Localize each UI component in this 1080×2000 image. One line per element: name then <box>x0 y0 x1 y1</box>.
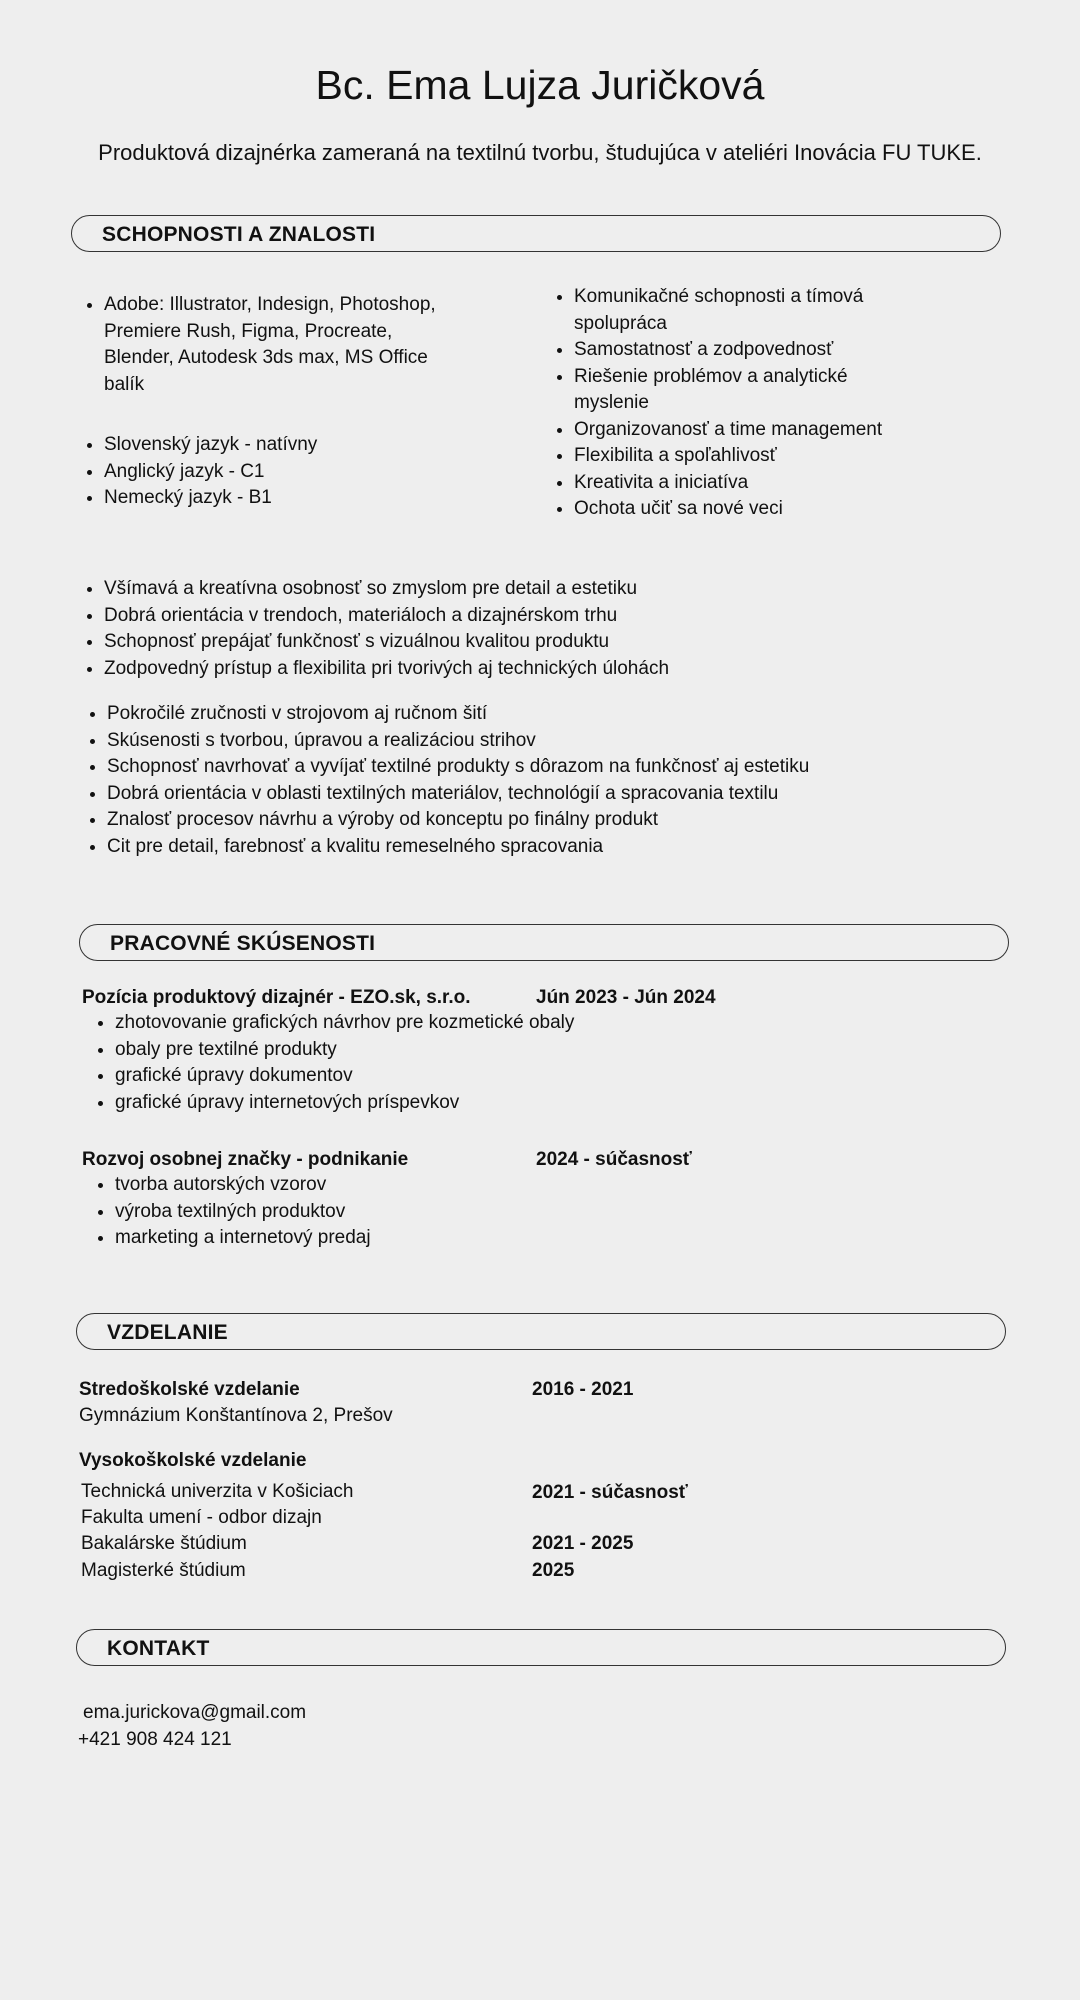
list-item: • marketing a internetový predaj <box>115 1225 815 1252</box>
page-title: Bc. Ema Lujza Juričková <box>315 62 765 108</box>
section-title-experience: PRACOVNÉ SKÚSENOSTI <box>110 932 376 955</box>
section-header-education <box>76 1313 1006 1350</box>
job-duties-list <box>91 1010 815 1116</box>
education-university-label: Vysokoškolské vzdelanie <box>79 1450 307 1471</box>
list-item: • Cit pre detail, farebnosť a kvalitu remeselného spracovania <box>107 834 1007 861</box>
education-bachelor-period: 2021 - 2025 <box>532 1533 634 1554</box>
list-item: • Adobe: Illustrator, Indesign, Photoshop, Premiere Rush, Figma, Procreate, Blender, Autodesk 3ds max, MS Office balík <box>104 292 444 398</box>
list-item: • Anglický jazyk - C1 <box>104 459 444 486</box>
list-item: • obaly pre textilné produkty <box>115 1037 815 1064</box>
education-faculty: Fakulta umení - odbor dizajn <box>81 1507 322 1528</box>
list-item: • tvorba autorských vzorov <box>115 1172 815 1199</box>
list-item: • grafické úpravy dokumentov <box>115 1063 815 1090</box>
list-item: • Komunikačné schopnosti a tímová spolupráca <box>574 284 914 337</box>
personal-qualities-list <box>80 576 1004 682</box>
section-header-skills <box>71 215 1001 252</box>
list-item: • Zodpovedný prístup a flexibilita pri tvorivých aj technických úlohách <box>104 656 1004 683</box>
job-position: Pozícia produktový dizajnér - EZO.sk, s.r.o. <box>82 987 471 1008</box>
list-item: • Schopnosť prepájať funkčnosť s vizuálnou kvalitou produktu <box>104 629 1004 656</box>
contact-email[interactable]: ema.jurickova@gmail.com <box>83 1702 307 1723</box>
section-title-education: VZDELANIE <box>107 1321 228 1344</box>
education-secondary-school: Gymnázium Konštantínova 2, Prešov <box>79 1405 393 1426</box>
contact-phone[interactable]: +421 908 424 121 <box>78 1729 232 1750</box>
list-item: • Ochota učiť sa nové veci <box>574 496 914 523</box>
section-title-skills: SCHOPNOSTI A ZNALOSTI <box>102 223 376 246</box>
job-period: 2024 - súčasnosť <box>536 1149 692 1170</box>
education-master: Magisterké štúdium <box>81 1560 246 1581</box>
list-item: • zhotovovanie grafických návrhov pre kozmetické obaly <box>115 1010 815 1037</box>
textile-skills-list <box>83 701 1007 860</box>
list-item: • Dobrá orientácia v trendoch, materiáloch a dizajnérskom trhu <box>104 603 1004 630</box>
list-item: • Schopnosť navrhovať a vyvíjať textilné produkty s dôrazom na funkčnosť aj estetiku <box>107 754 1007 781</box>
list-item: • Samostatnosť a zodpovednosť <box>574 337 914 364</box>
section-header-experience <box>79 924 1009 961</box>
languages-list <box>80 432 444 512</box>
list-item: • Nemecký jazyk - B1 <box>104 485 444 512</box>
list-item: • Slovenský jazyk - natívny <box>104 432 444 459</box>
job-position: Rozvoj osobnej značky - podnikanie <box>82 1149 409 1170</box>
education-master-period: 2025 <box>532 1560 575 1581</box>
section-title-contact: KONTAKT <box>107 1637 210 1660</box>
education-bachelor: Bakalárske štúdium <box>81 1533 247 1554</box>
list-item: • Flexibilita a spoľahlivosť <box>574 443 914 470</box>
section-header-contact <box>76 1629 1006 1666</box>
list-item: • Kreativita a iniciatíva <box>574 470 914 497</box>
job-period: Jún 2023 - Jún 2024 <box>536 987 716 1008</box>
job-duties-list <box>91 1172 815 1252</box>
education-secondary-period: 2016 - 2021 <box>532 1379 634 1400</box>
list-item: • Organizovanosť a time management <box>574 417 914 444</box>
list-item: • grafické úpravy internetových príspevkov <box>115 1090 815 1117</box>
list-item: • Znalosť procesov návrhu a výroby od konceptu po finálny produkt <box>107 807 1007 834</box>
list-item: • Všímavá a kreatívna osobnosť so zmyslom pre detail a estetiku <box>104 576 1004 603</box>
list-item: • Riešenie problémov a analytické myslenie <box>574 364 914 417</box>
software-skills-list <box>80 292 444 398</box>
list-item: • Skúsenosti s tvorbou, úpravou a realizáciou strihov <box>107 728 1007 755</box>
tagline: Produktová dizajnérka zameraná na textilnú tvorbu, študujúca v ateliéri Inovácia FU TUKE. <box>98 140 982 165</box>
list-item: • Dobrá orientácia v oblasti textilných materiálov, technológií a spracovania textilu <box>107 781 1007 808</box>
education-secondary-label: Stredoškolské vzdelanie <box>79 1379 300 1400</box>
education-university-name: Technická univerzita v Košiciach <box>81 1481 354 1502</box>
list-item: • Pokročilé zručnosti v strojovom aj ručnom šití <box>107 701 1007 728</box>
soft-skills-list <box>550 284 914 523</box>
education-university-period: 2021 - súčasnosť <box>532 1482 688 1503</box>
list-item: • výroba textilných produktov <box>115 1199 815 1226</box>
